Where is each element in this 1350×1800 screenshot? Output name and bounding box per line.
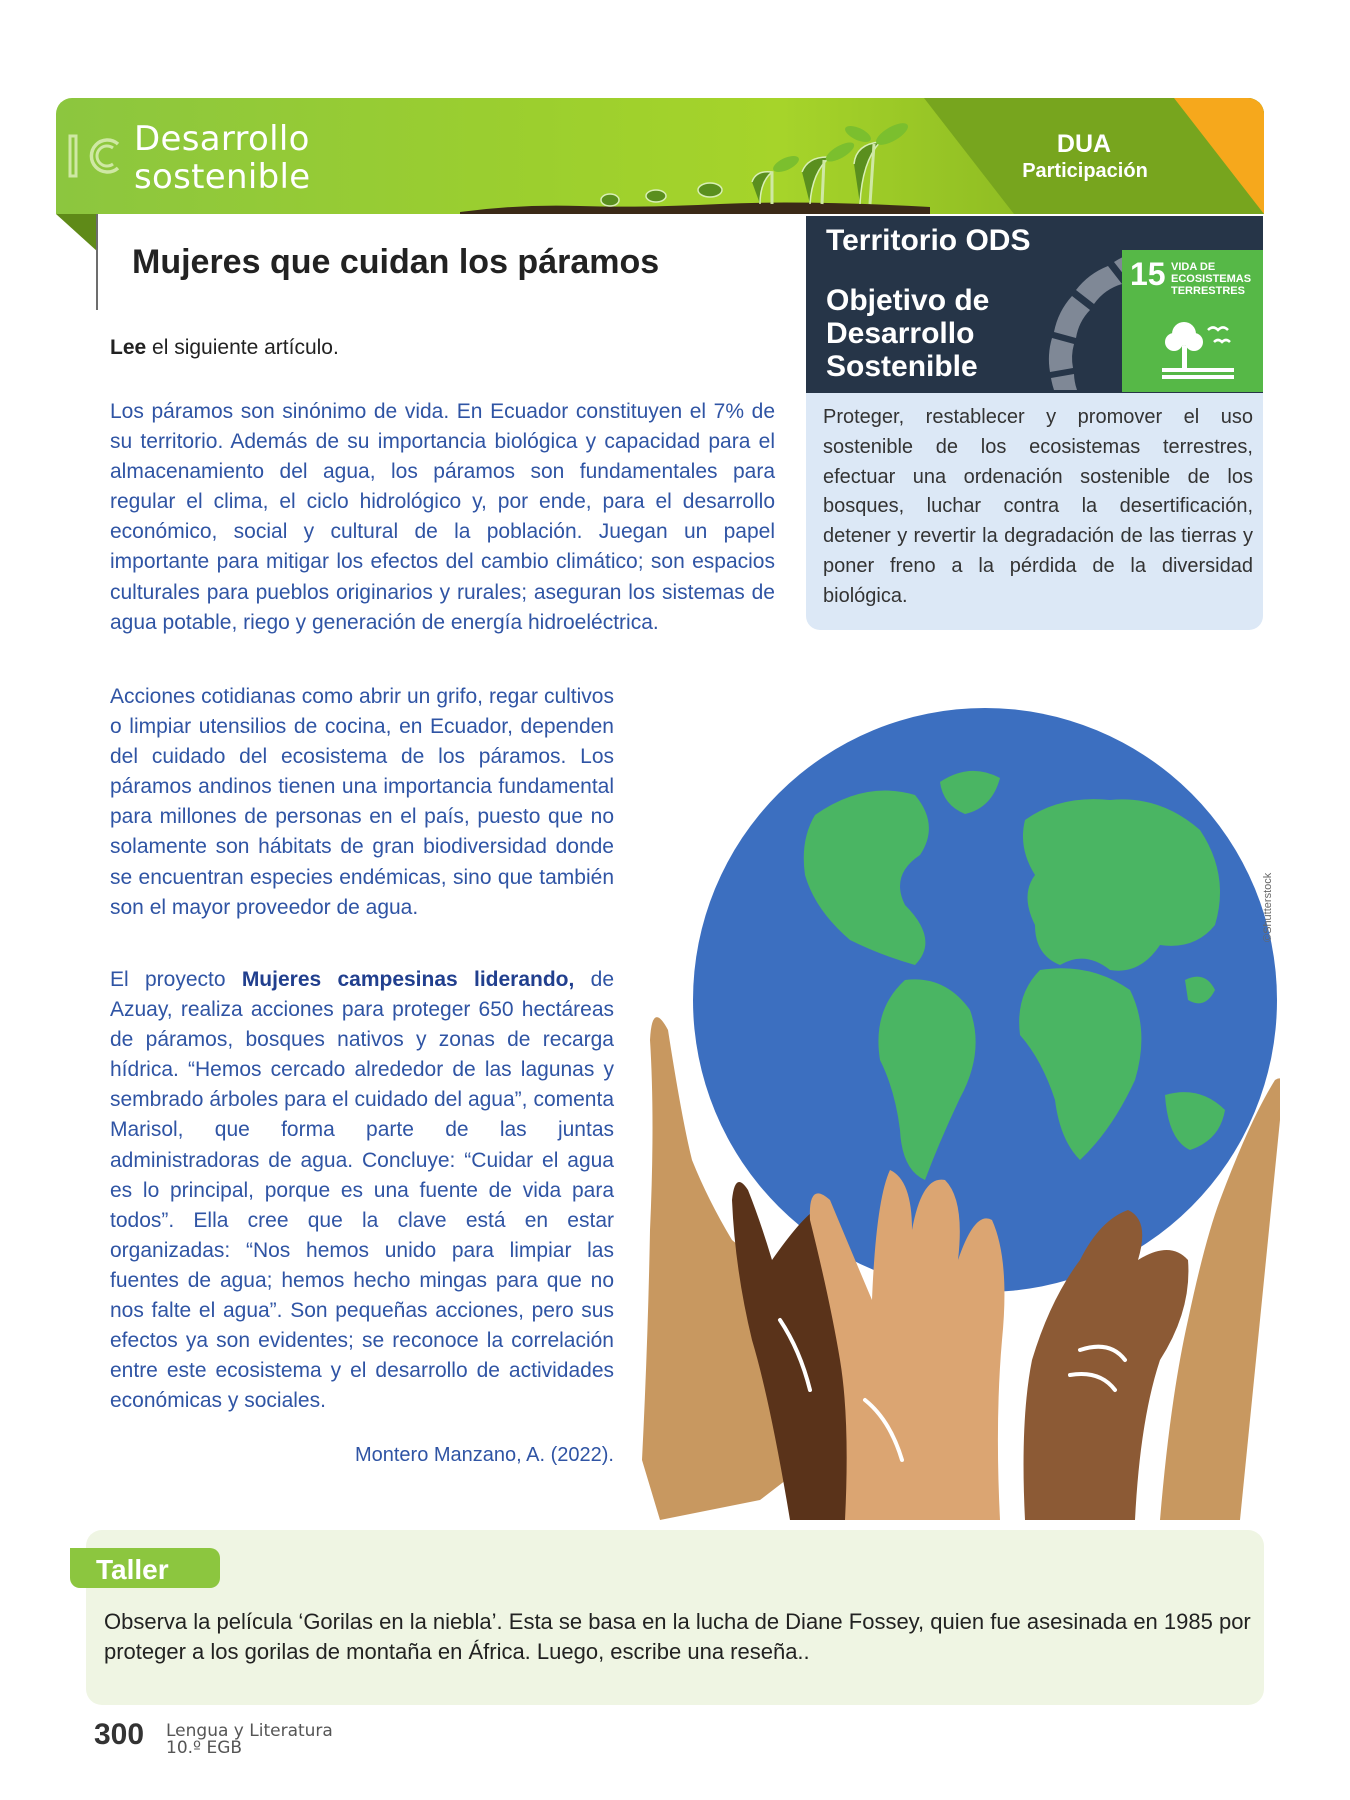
grade-level: 10.º EGB <box>166 1738 243 1758</box>
ods-title: Territorio ODS <box>826 224 1031 257</box>
article-paragraph-3 <box>110 965 614 1416</box>
taller-label: Taller <box>96 1554 169 1585</box>
sdg-goal-number: 15 <box>1130 256 1166 292</box>
section-title-line2: sostenible <box>134 157 311 197</box>
footer-subject <box>166 1723 333 1757</box>
birds-icon <box>1208 328 1228 331</box>
reading-instruction-bold: Lee <box>110 336 147 359</box>
paragraph-3-rest: de Azuay, realiza acciones para proteger 650 hectáreas de páramos, bosques nativos y zonas de recarga hídrica. “Hemos cercado alrededor de las lagunas y sembrado árboles para el cuidado del agua”, comenta Marisol, que forma parte de las juntas administradoras de agua. Concluye: “Cuidar el agua es lo principal, porque es una fuente de vida para todos”. Ella cree que la clave está en estar organizadas: “Nos hemos unido para limpiar las fuentes de agua; hemos hecho mingas para que no nos falte el agua”. Son pequeñas acciones, pero sus efectos ya son evidentes; se reconoce la correlación entre este ecosistema y el desarrollo de actividades económicas y sociales. <box>110 968 614 1413</box>
subject-name: Lengua y Literatura <box>166 1721 333 1741</box>
section-title-line1: Desarrollo <box>134 119 310 159</box>
project-name: Mujeres campesinas liderando, <box>241 968 575 991</box>
tree-icon <box>1158 312 1238 382</box>
divider-line <box>96 214 98 310</box>
taller-instructions: Observa la película ‘Gorilas en la niebla’. Esta se basa en la lucha de Diane Fossey, quien fue asesinada en 1985 por proteger a los gorilas de montaña en África. Luego, escribe una reseña.. <box>104 1609 1251 1664</box>
paragraph-3-start: El proyecto <box>110 968 242 991</box>
sdg-goal-text: VIDA DE ECOSISTEMAS TERRESTRES <box>1171 261 1252 297</box>
ods-description: Proteger, restablecer y promover el uso sostenible de los ecosistemas terrestres, efectuar una ordenación sostenible de los bosques, luchar contra la desertificación, detener y revertir la degradación de las tierras y poner freno a la pérdida de la diversidad biológica. <box>823 406 1253 607</box>
page-number: 300 <box>94 1718 145 1751</box>
article-paragraph-2: Acciones cotidianas como abrir un grifo, regar cultivos o limpiar utensilios de cocina, en Ecuador, dependen del cuidado del ecosistema de los páramos. Los páramos andinos tienen una importancia fundamental para millones de personas en el país, puesto que no solamente son hábitats de gran biodiversidad donde se encuentran especies endémicas, sino que también son el mayor proveedor de agua. <box>110 685 614 919</box>
article-paragraph-1: Los páramos son sinónimo de vida. En Ecuador constituyen el 7% de su territorio. Además de su importancia biológica y capacidad para el almacenamiento del agua, los páramos son fundamentales para regular el clima, el ciclo hidrológico y, por ende, para el desarrollo económico, social y cultural de la población. Juegan un papel importante para mitigar los efectos del cambio climático; son espacios culturales para pueblos originarios y rurales; aseguran los sistemas de agua potable, riego y generación de energía hidroeléctrica. <box>110 400 775 634</box>
article-title: Mujeres que cuidan los páramos <box>132 243 660 281</box>
citation: Montero Manzano, A. (2022). <box>354 1444 614 1466</box>
image-credit: ©Shutterstock <box>1262 872 1274 942</box>
sprouts-icon <box>460 112 930 214</box>
ods-subtitle: Objetivo de Desarrollo Sostenible <box>826 284 990 383</box>
dua-title: DUA <box>1056 130 1112 158</box>
banner-fold <box>56 214 98 252</box>
globe-hands-illustration <box>640 700 1280 1520</box>
section-title <box>134 120 310 196</box>
globe-icon <box>693 708 1277 1292</box>
dua-subtitle: Participación <box>1022 160 1148 182</box>
reading-instruction-rest: el siguiente artículo. <box>146 336 339 359</box>
ic-logo-icon <box>66 132 126 180</box>
reading-instruction <box>110 336 339 360</box>
